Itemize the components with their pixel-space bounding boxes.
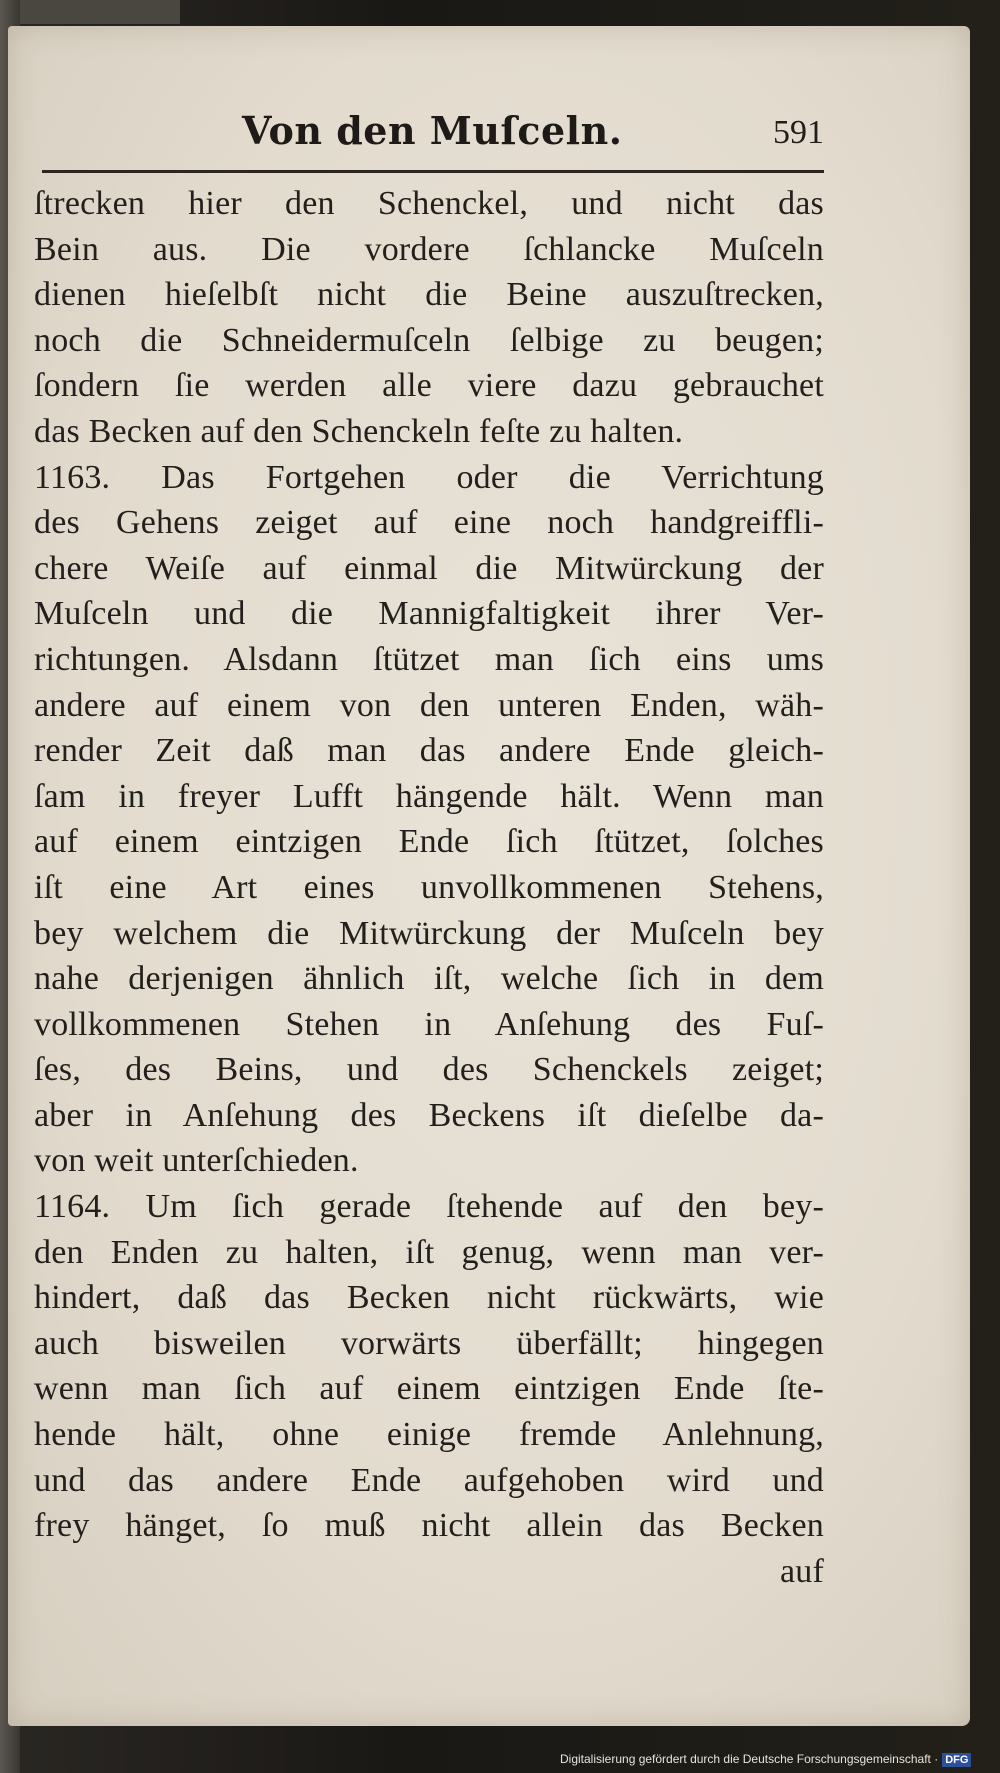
text-line: chere Weiſe auf einmal die Mitwürckung der — [34, 549, 824, 587]
page-content — [34, 104, 824, 1594]
text-line: nahe derjenigen ähnlich iſt, welche ſich in dem — [34, 960, 824, 998]
text-line: auf einem eintzigen Ende ſich ſtützet, ſolches — [34, 823, 824, 861]
text-line: vollkommenen Stehen in Anſehung des Fuſ- — [34, 1005, 824, 1043]
text-line: iſt eine Art eines unvollkommenen Stehens, — [34, 868, 824, 906]
text-line: den Enden zu halten, iſt genug, wenn man ver- — [34, 1233, 824, 1271]
text-line: richtungen. Alsdann ſtützet man ſich eins ums — [34, 640, 824, 678]
text-line: render Zeit daß man das andere Ende gleich- — [34, 732, 824, 770]
running-title: Von den Muſceln. — [242, 108, 623, 153]
text-line: auch bisweilen vorwärts überfällt; hingegen — [34, 1324, 824, 1362]
text-line: andere auf einem von den unteren Enden, wäh- — [34, 686, 824, 724]
text-line: ſondern ſie werden alle viere dazu gebrauchet — [34, 367, 824, 405]
text-line: von weit unterſchieden. — [34, 1142, 359, 1180]
text-line: Bein aus. Die vordere ſchlancke Muſceln — [34, 230, 824, 268]
text-line: hindert, daß das Becken nicht rückwärts, wie — [34, 1279, 824, 1317]
text-line: frey hänget, ſo muß nicht allein das Becken — [34, 1507, 824, 1545]
text-line: wenn man ſich auf einem eintzigen Ende ſte- — [34, 1370, 824, 1408]
credit-text: Digitalisierung gefördert durch die Deutsche Forschungsgemeinschaft · — [560, 1752, 939, 1766]
text-line: ſes, des Beins, und des Schenckels zeiget; — [34, 1051, 824, 1089]
binding-strip — [20, 0, 180, 24]
text-line: 1163. Das Fortgehen oder die Verrichtung — [34, 458, 824, 496]
book-page — [8, 26, 970, 1726]
digitization-credit — [560, 1752, 971, 1767]
text-line: des Gehens zeiget auf eine noch handgreiffli- — [34, 504, 824, 542]
dfg-logo: DFG — [942, 1753, 971, 1767]
text-line: das Becken auf den Schenckeln feſte zu halten. — [34, 412, 684, 450]
text-line: hende hält, ohne einige fremde Anlehnung, — [34, 1416, 824, 1454]
text-line: und das andere Ende aufgehoben wird und — [34, 1461, 824, 1499]
page-number: 591 — [773, 114, 824, 151]
text-line: 1164. Um ſich gerade ſtehende auf den bey- — [34, 1188, 824, 1226]
text-line: ſam in freyer Lufft hängende hält. Wenn man — [34, 777, 824, 815]
text-line: aber in Anſehung des Beckens iſt dieſelbe da- — [34, 1096, 824, 1134]
text-line: Muſceln und die Mannigfaltigkeit ihrer Ver- — [34, 595, 824, 633]
text-line: bey welchem die Mitwürckung der Muſceln bey — [34, 914, 824, 952]
text-line: noch die Schneidermuſceln ſelbige zu beugen; — [34, 321, 824, 359]
running-head — [42, 104, 824, 173]
catchword: auf — [779, 1552, 824, 1590]
text-line: dienen hieſelbſt nicht die Beine auszuſtrecken, — [34, 276, 824, 314]
body-text — [34, 181, 824, 1594]
text-line: ſtrecken hier den Schenckel, und nicht das — [34, 185, 824, 222]
